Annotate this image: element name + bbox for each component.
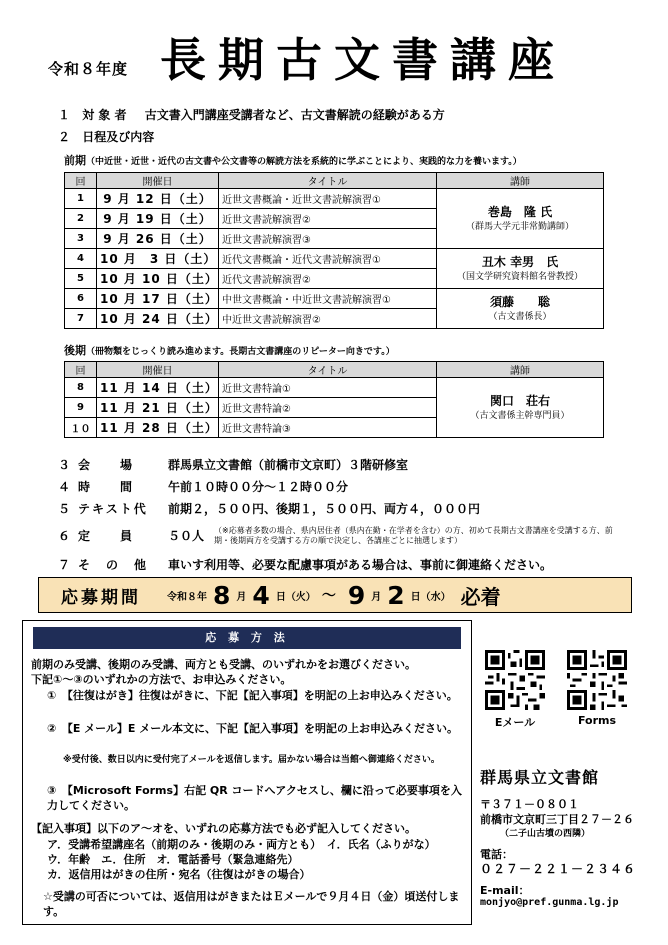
fill-item-a: ア．受講希望講座名（前期のみ・後期のみ・両方とも） イ．氏名（ふりがな） (47, 838, 436, 851)
lecturer-affiliation: （古文書係主幹専門員） (470, 410, 570, 421)
row-title: 近世文書読解演習② (219, 209, 437, 229)
email-address[interactable]: monjyo@pref.gunma.lg.jp (480, 897, 619, 908)
col-lecturer: 講師 (437, 173, 604, 189)
row-no: 9 (65, 398, 97, 418)
era-label: 令和８年度 (48, 60, 129, 78)
item-label: 定 員 (78, 528, 135, 543)
row-title: 近世文書概論・近世文書読解演習① (219, 189, 437, 209)
row-date: 10 月 17 日（土） (97, 289, 219, 309)
col-lecturer: 講師 (437, 362, 604, 378)
section-label: 対 象 者 (82, 108, 127, 122)
lecturer-affiliation: （国文学研究資料館名誉教授） (456, 271, 583, 282)
row-title: 近世文書読解演習③ (219, 229, 437, 249)
item-number: ３ (58, 458, 71, 472)
zenki-table (64, 172, 604, 329)
section-number: ２ (58, 130, 71, 144)
row-no: 7 (65, 309, 97, 329)
apply-email-note: ※受付後、数日以内に受付完了メールを返信します。届かない場合は当館へ御連絡ください。 (63, 755, 440, 765)
section-schedule (58, 128, 154, 145)
apply-method-forms: ③ 【Microsoft Forms】右記 QR コードへアクセスし、欄に沿って必要事項を入力してください。 (47, 784, 462, 812)
row-date: 11 月 14 日（土） (97, 378, 219, 398)
section-target (58, 106, 445, 123)
col-title: タイトル (219, 173, 437, 189)
section-label: 日程及び内容 (82, 130, 155, 144)
row-no: 6 (65, 289, 97, 309)
start-month: 8 (213, 580, 231, 610)
col-date: 開催日 (97, 173, 219, 189)
month-unit: 月 (371, 591, 382, 603)
month-unit: 月 (236, 591, 247, 603)
header (0, 18, 668, 88)
row-title: 中近世文書読解演習② (219, 309, 437, 329)
page-title: 長期古文書講座 (160, 33, 566, 87)
item-label: 会 場 (78, 458, 135, 472)
col-date: 開催日 (97, 362, 219, 378)
period-suffix: 必着 (460, 584, 501, 609)
item-text: 車いす利用等、必要な配慮事項がある場合は、事前に御連絡ください。 (168, 558, 553, 572)
lecturer-name: 関口 荘右 (489, 393, 550, 408)
end-weekday: （水） (420, 591, 451, 603)
row-title: 近世文書特論② (219, 398, 437, 418)
fill-items-heading: 【記入事項】以下のア～オを、いずれの応募方法でも必ず記入してください。 (31, 822, 416, 835)
item-number: ４ (58, 480, 71, 494)
kouki-heading (64, 342, 395, 358)
address-note: （二子山古墳の西隣） (500, 829, 591, 839)
apply-intro-1: 前期のみ受講、後期のみ受講、両方とも受講、のいずれかをお選びください。 (31, 658, 416, 671)
lecturer-cell (437, 189, 604, 249)
col-no: 回 (65, 173, 97, 189)
qr-code-email-icon[interactable] (485, 650, 545, 710)
row-title: 近代文書概論・近代文書読解演習① (219, 249, 437, 269)
qr-forms[interactable] (567, 650, 627, 727)
lecturer-name: 須藤 聡 (489, 294, 550, 309)
zenki-label: 前期 (64, 154, 86, 167)
table-row (65, 289, 604, 309)
kouki-description: （冊物類をじっくり読み進めます。長期古文書講座のリピーター向きです。） (86, 347, 395, 357)
row-date: 9 月 26 日（土） (97, 229, 219, 249)
row-no: 3 (65, 229, 97, 249)
result-notice: ☆受講の可否については、返信用はがきまたはＥメールで９月４日（金）頃送付します。 (43, 890, 460, 918)
lecturer-affiliation: （群馬大学元非常勤講師） (465, 221, 574, 232)
item-other (58, 556, 552, 573)
table-header-row (65, 173, 604, 189)
day-unit: 日 (410, 591, 421, 603)
item-number: ５ (58, 502, 71, 516)
item-capacity (58, 526, 624, 547)
section-number: １ (58, 108, 71, 122)
lecturer-cell (437, 289, 604, 329)
row-title: 近世文書特論① (219, 378, 437, 398)
row-no: 1 (65, 189, 97, 209)
item-number: ７ (58, 558, 71, 572)
row-no: 5 (65, 269, 97, 289)
col-no: 回 (65, 362, 97, 378)
apply-method-postcard: ① 【往復はがき】往復はがきに、下記【記入事項】を明記の上お申込みください。 (47, 689, 458, 702)
table-row (65, 249, 604, 269)
qr-email-label: Eメール (494, 716, 536, 729)
item-text: 前期２，５００円、後期１，５００円、両方４，０００円 (168, 502, 481, 516)
row-date: 10 月 10 日（土） (97, 269, 219, 289)
period-label: 応募期間 (61, 587, 141, 608)
item-text: 群馬県立文書館（前橋市文京町）３階研修室 (168, 458, 409, 472)
lecturer-name: 丑木 幸男 氏 (481, 254, 559, 269)
start-day: 4 (252, 580, 270, 610)
apply-intro-2: 下記①～③のいずれかの方法で、お申込みください。 (31, 673, 292, 686)
period-tilde: ～ (321, 588, 336, 604)
end-month: 9 (347, 580, 366, 610)
postal-code: 〒３７１－０８０１ (480, 798, 579, 811)
row-date: 9 月 12 日（土） (97, 189, 219, 209)
item-label: そ の 他 (78, 558, 149, 572)
qr-email[interactable] (485, 650, 545, 729)
organization-name: 群馬県立文書館 (480, 768, 600, 787)
tel-label: 電話： (480, 848, 513, 861)
kouki-table (64, 361, 604, 438)
zenki-heading (64, 152, 522, 168)
row-title: 近代文書読解演習② (219, 269, 437, 289)
row-no: 8 (65, 378, 97, 398)
section-text: 古文書入門講座受講者など、古文書解読の経験がある方 (144, 108, 445, 122)
zenki-description: （中近世・近世・近代の古文書や公文書等の解読方法を系統的に学ぶことにより、実践的な力を養います。） (86, 157, 522, 167)
tel-number[interactable]: ０２７－２２１－２３４６ (480, 862, 637, 876)
item-label: 時 間 (78, 480, 135, 494)
row-date: 11 月 21 日（土） (97, 398, 219, 418)
item-label: テキスト代 (78, 502, 148, 516)
col-title: タイトル (219, 362, 437, 378)
start-weekday: （火） (285, 591, 316, 603)
lecturer-cell (437, 249, 604, 289)
item-text: ５０人 (168, 528, 205, 543)
row-date: 11 月 28 日（土） (97, 418, 219, 438)
row-no: 4 (65, 249, 97, 269)
item-text-fee (58, 500, 480, 517)
row-title: 近世文書特論③ (219, 418, 437, 438)
qr-code-forms-icon[interactable] (567, 650, 627, 710)
qr-forms-label: Forms (577, 714, 617, 727)
lecturer-affiliation: （古文書係長） (488, 311, 552, 322)
row-no: １０ (65, 418, 97, 438)
kouki-label: 後期 (64, 344, 86, 357)
row-date: 10 月 3 日（土） (97, 249, 219, 269)
table-row (65, 378, 604, 398)
application-period-banner (38, 577, 632, 613)
row-date: 9 月 19 日（土） (97, 209, 219, 229)
period-era: 令和８年 (167, 591, 207, 603)
fill-item-b: ウ．年齢 エ．住所 オ．電話番号（緊急連絡先） (47, 853, 299, 866)
apply-method-email: ② 【E メール】E メール本文に、下記【記入事項】を明記の上お申込みください。 (47, 722, 459, 735)
row-title: 中世文書概論・中近世文書読解演習① (219, 289, 437, 309)
lecturer-cell (437, 378, 604, 438)
lecturer-name: 巻島 隆 氏 (487, 204, 553, 219)
item-venue (58, 456, 408, 473)
application-method-box (22, 620, 472, 925)
address: 前橋市文京町三丁目２７－２６ (480, 813, 634, 826)
email-label: E-mail： (480, 884, 530, 897)
application-method-heading: 応 募 方 法 (33, 627, 461, 649)
item-note: （※応募者多数の場合、県内居住者（県内在勤・在学者を含む）の方、初めて長期古文書講座を受講する方、前期・後期両方を受講する方の順で決定し、各講座ごとに抽選します） (214, 526, 613, 546)
row-date: 10 月 24 日（土） (97, 309, 219, 329)
table-header-row (65, 362, 604, 378)
item-text: 午前１０時００分～１２時００分 (168, 480, 349, 494)
end-day: 2 (387, 580, 405, 610)
row-no: 2 (65, 209, 97, 229)
day-unit: 日 (275, 591, 286, 603)
item-number: ６ (58, 528, 71, 543)
fill-item-c: カ．返信用はがきの住所・宛名（往復はがきの場合） (47, 868, 311, 881)
table-row (65, 189, 604, 209)
item-time (58, 478, 348, 495)
